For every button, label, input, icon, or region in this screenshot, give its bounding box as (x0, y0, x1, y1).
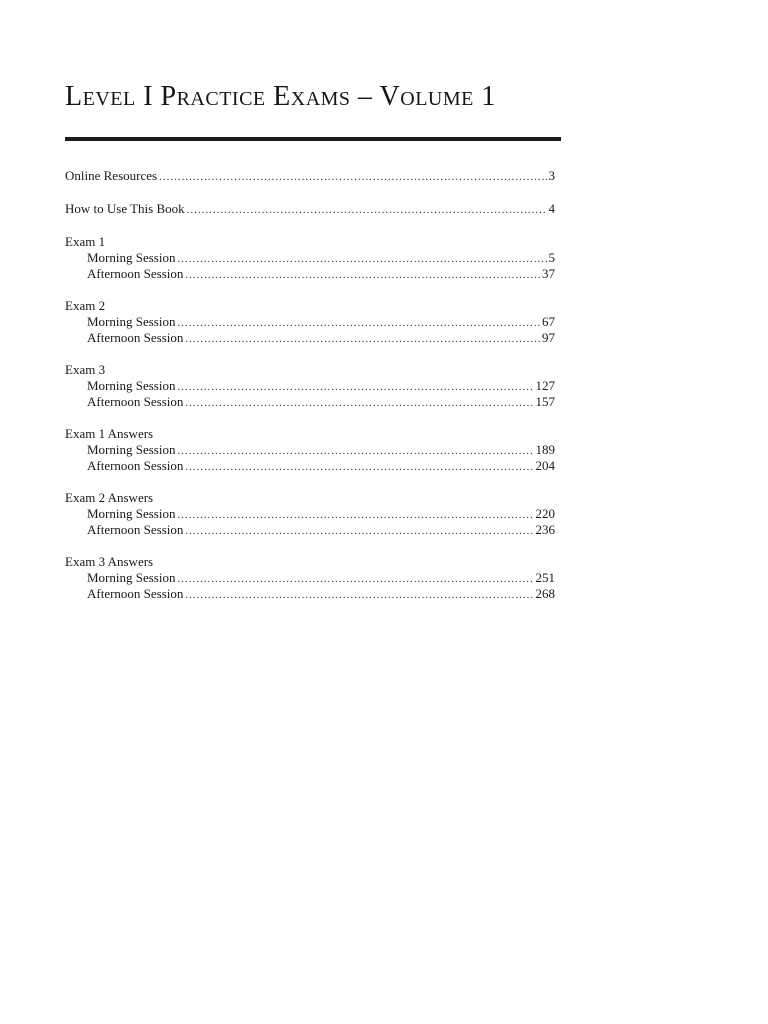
toc-group-exam-2 (65, 298, 555, 346)
toc-entry-page: 4 (548, 201, 555, 216)
toc-entry-page: 3 (548, 168, 555, 183)
dot-leader (177, 251, 546, 267)
dot-leader (185, 459, 533, 475)
dot-leader (177, 379, 533, 395)
toc-entry-label: Morning Session (87, 314, 176, 329)
toc-entry-label: Morning Session (87, 506, 176, 521)
dot-leader (159, 169, 546, 185)
dot-leader (185, 395, 533, 411)
toc-entry-label: How to Use This Book (65, 201, 185, 216)
toc-entry-page: 97 (542, 330, 555, 345)
toc-entry-label: Morning Session (87, 570, 176, 585)
toc-entry-page: 204 (535, 458, 555, 473)
toc-entry-how-to-use[interactable] (65, 201, 555, 217)
toc-entry-afternoon[interactable] (65, 522, 555, 538)
toc-group-exam-2-answers (65, 490, 555, 538)
toc-entry-page: 37 (542, 266, 555, 281)
toc-entry-label: Online Resources (65, 168, 158, 183)
toc-entry-label: Afternoon Session (87, 394, 184, 409)
dot-leader (185, 587, 533, 603)
toc-group-heading[interactable]: Exam 1 (65, 234, 106, 249)
toc-entry-afternoon[interactable] (65, 330, 555, 346)
toc-entry-page: 220 (535, 506, 555, 521)
page-title: Level I Practice Exams – Volume 1 (65, 81, 496, 112)
dot-leader (187, 202, 547, 218)
toc-group-heading[interactable]: Exam 3 (65, 362, 106, 377)
toc-entry-page: 127 (535, 378, 555, 393)
toc-entry-label: Afternoon Session (87, 458, 184, 473)
table-of-contents (65, 168, 555, 618)
toc-group-heading[interactable]: Exam 2 (65, 298, 106, 313)
dot-leader (177, 315, 540, 331)
toc-entry-page: 189 (535, 442, 555, 457)
toc-group-exam-3-answers (65, 554, 555, 602)
dot-leader (185, 523, 533, 539)
toc-entry-online-resources[interactable] (65, 168, 555, 184)
dot-leader (185, 331, 540, 347)
toc-entry-page: 157 (535, 394, 555, 409)
toc-entry-label: Morning Session (87, 442, 176, 457)
dot-leader (177, 507, 533, 523)
toc-entry-afternoon[interactable] (65, 458, 555, 474)
toc-entry-afternoon[interactable] (65, 394, 555, 410)
dot-leader (177, 443, 533, 459)
toc-group-heading[interactable]: Exam 3 Answers (65, 554, 154, 569)
toc-group-heading[interactable]: Exam 1 Answers (65, 426, 154, 441)
toc-group-exam-3 (65, 362, 555, 410)
toc-entry-morning[interactable] (65, 314, 555, 330)
toc-entry-page: 67 (542, 314, 555, 329)
toc-entry-afternoon[interactable] (65, 266, 555, 282)
toc-entry-label: Afternoon Session (87, 266, 184, 281)
toc-entry-page: 251 (535, 570, 555, 585)
toc-entry-page: 236 (535, 522, 555, 537)
toc-entry-morning[interactable] (65, 442, 555, 458)
toc-entry-page: 5 (548, 250, 555, 265)
toc-entry-label: Afternoon Session (87, 330, 184, 345)
toc-entry-label: Afternoon Session (87, 522, 184, 537)
dot-leader (177, 571, 533, 587)
toc-entry-label: Morning Session (87, 250, 176, 265)
toc-group-heading[interactable]: Exam 2 Answers (65, 490, 154, 505)
toc-entry-morning[interactable] (65, 570, 555, 586)
toc-entry-morning[interactable] (65, 506, 555, 522)
toc-entry-morning[interactable] (65, 378, 555, 394)
toc-group-exam-1-answers (65, 426, 555, 474)
toc-entry-label: Morning Session (87, 378, 176, 393)
toc-entry-morning[interactable] (65, 250, 555, 266)
toc-entry-label: Afternoon Session (87, 586, 184, 601)
toc-group-exam-1 (65, 234, 555, 282)
toc-entry-page: 268 (535, 586, 555, 601)
toc-entry-afternoon[interactable] (65, 586, 555, 602)
dot-leader (185, 267, 540, 283)
title-rule (65, 137, 561, 141)
